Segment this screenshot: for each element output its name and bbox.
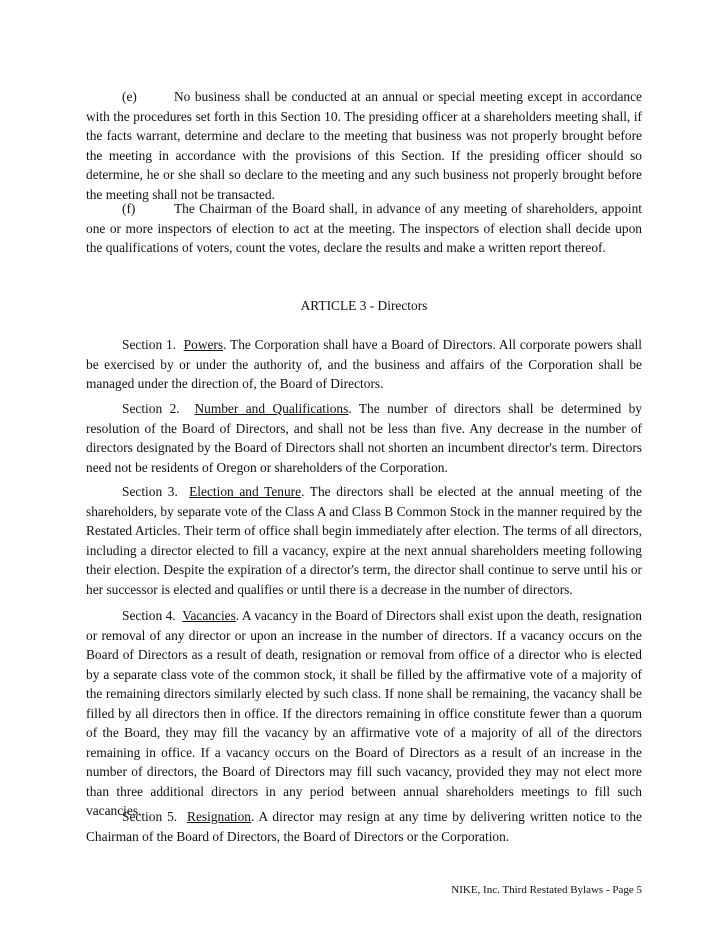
paragraph-e	[86, 87, 642, 204]
section-number-and-qualifications	[86, 399, 642, 477]
article-heading: ARTICLE 3 - Directors	[300, 298, 428, 313]
section-text: . A director may resign at any time by delivering written notice to the Chairman of the Board of Directors, the Board of Directors or the Corporation.	[86, 809, 643, 844]
section-number: Section 5.	[122, 809, 178, 824]
paragraph-marker: (e)	[122, 89, 137, 104]
section-number: Section 2.	[122, 401, 180, 416]
section-number: Section 4.	[122, 608, 176, 623]
section-vacancies	[86, 606, 642, 821]
section-number: Section 1.	[122, 337, 177, 352]
paragraph-text: The Chairman of the Board shall, in advance of any meeting of shareholders, appoint one or more inspectors of election to act at the meeting. The inspectors of election shall decide upon the qualifications of voters, count the votes, declare the results and make a written report thereof.	[86, 201, 642, 255]
section-text: . The number of directors shall be determined by resolution of the Board of Directors, and shall not be less than five. Any decrease in the number of directors designated by the Board of Directors shall not shorten an incumbent director's term. Directors need not be residents of Oregon or shareholders of the Corporation.	[86, 401, 642, 475]
section-text: . A vacancy in the Board of Directors shall exist upon the death, resignation or removal of any director or upon an increase in the number of directors. If a vacancy occurs on the Board of Directors as a result of death, resignation or removal from office of a director who is elected by a separate class vote of the common stock, it shall be filled by the affirmative vote of a majority of the remaining directors similarly elected by such class. If none shall be remaining, the vacancy shall be filled by all directors then in office. If the directors remaining in office constitute fewer than a quorum of the Board, they may fill the vacancy by an affirmative vote of a majority of all of the directors remaining in office. If a vacancy occurs on the Board of Directors as a result of an increase in the number of directors, the Board of Directors may fill such vacancy, provided they may not elect more than three additional directors in any period between annual shareholders meetings to fill such vacancies.	[86, 608, 642, 818]
section-resignation	[86, 807, 642, 846]
section-text: . The Corporation shall have a Board of Directors. All corporate powers shall be exercised by or under the authority of, and the business and affairs of the Corporation shall be managed under the direction of, the Board of Directors.	[86, 337, 642, 391]
section-powers	[86, 335, 642, 394]
page-footer: NIKE, Inc. Third Restated Bylaws - Page 5	[451, 884, 642, 896]
section-title: Powers	[183, 337, 224, 352]
paragraph-f	[86, 199, 642, 258]
section-election-and-tenure	[86, 482, 642, 599]
section-title: Number and Qualifications	[194, 401, 349, 416]
section-title: Resignation	[187, 809, 252, 824]
section-text: . The directors shall be elected at the annual meeting of the shareholders, by separate vote of the Class A and Class B Common Stock in the manner required by the Restated Articles. Their term of office shall begin immediately after election. The terms of all directors, including a director elected to fill a vacancy, expire at the next annual shareholders meeting following their election. Despite the expiration of a director's term, the director shall continue to serve until his or her successor is elected and qualifies or until there is a decrease in the number of directors.	[86, 484, 642, 597]
section-number: Section 3.	[122, 484, 178, 499]
section-title: Vacancies	[182, 608, 236, 623]
section-title: Election and Tenure	[189, 484, 302, 499]
paragraph-text: No business shall be conducted at an annual or special meeting except in accordance with the procedures set forth in this Section 10. The presiding officer at a shareholders meeting shall, if the facts warrant, determine and declare to the meeting that business was not properly brought before the meeting in accordance with the provisions of this Section. If the presiding officer should so determine, he or she shall so declare to the meeting and any such business not properly brought before the meeting shall not be transacted.	[86, 89, 642, 202]
paragraph-marker: (f)	[122, 201, 136, 216]
